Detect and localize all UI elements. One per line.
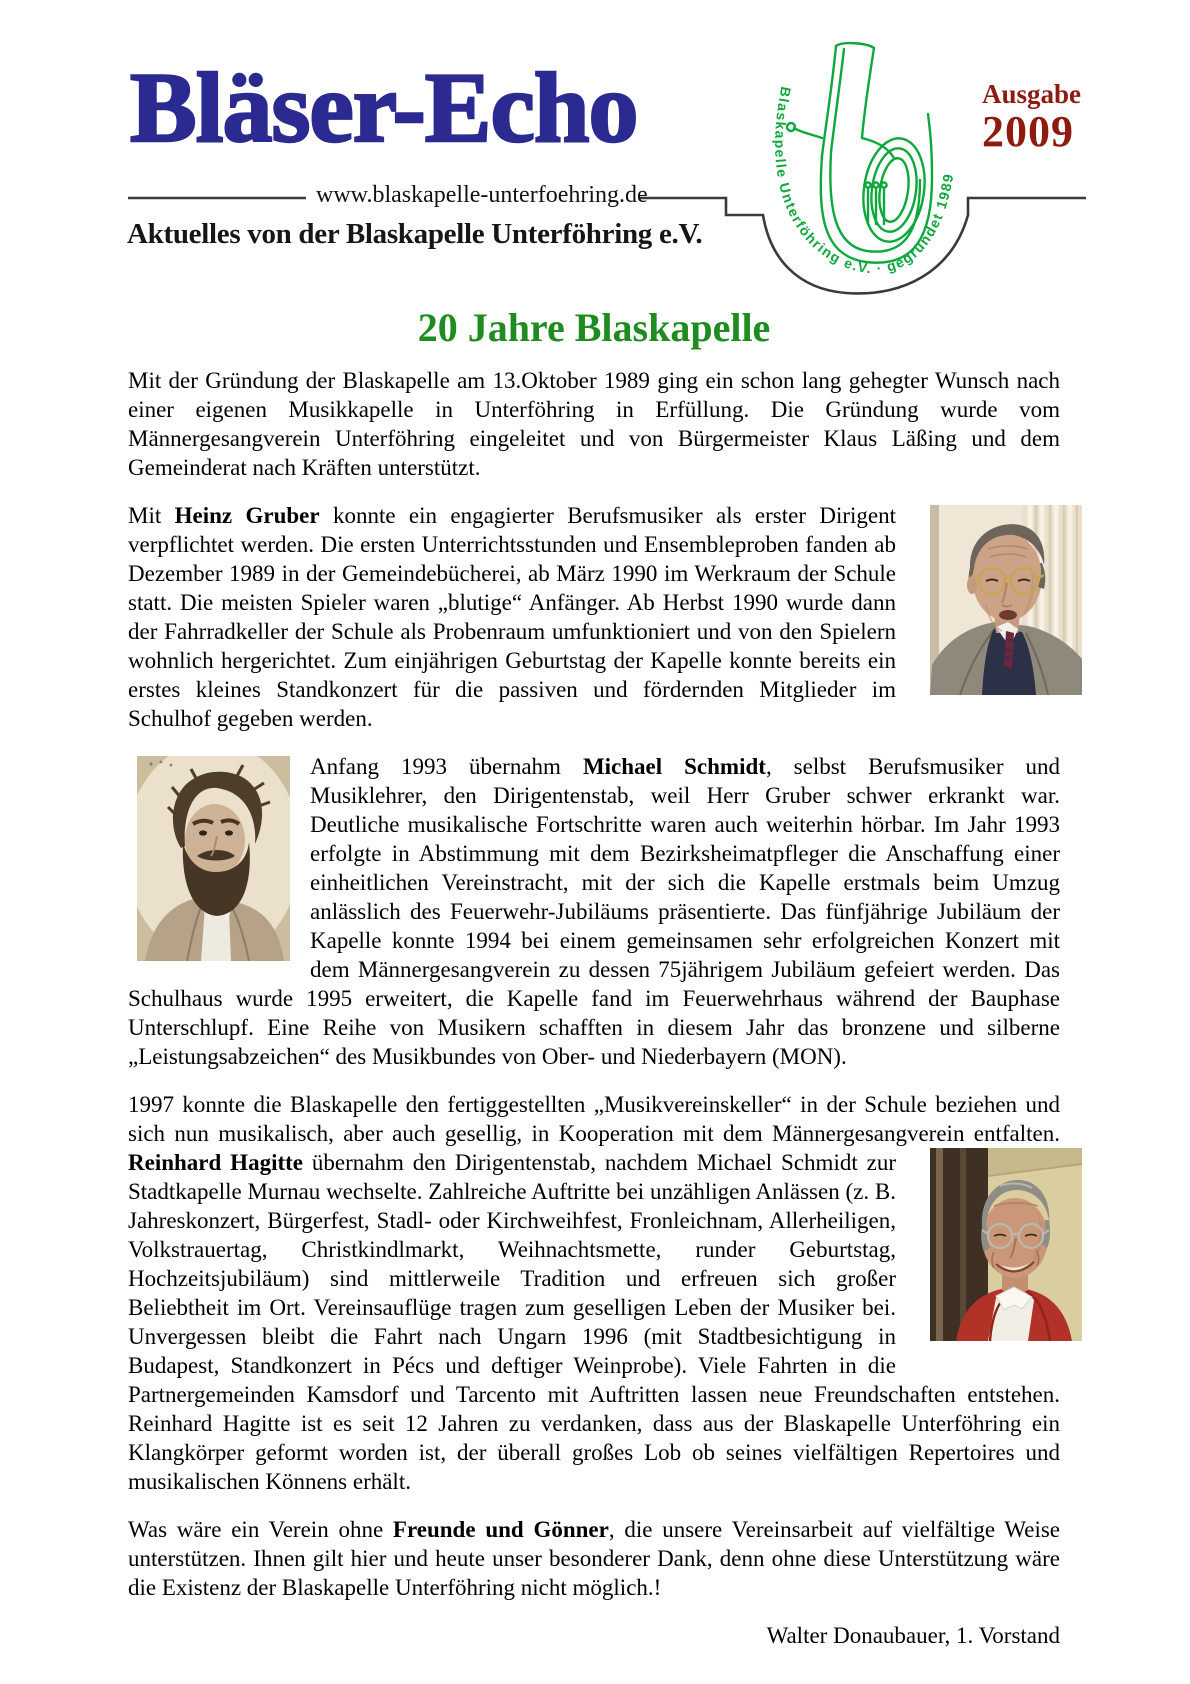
tuba-icon bbox=[748, 38, 986, 294]
article-headline: 20 Jahre Blaskapelle bbox=[417, 305, 771, 350]
issue-year: 2009 bbox=[982, 107, 1074, 156]
photo-heinz-gruber bbox=[930, 505, 1082, 695]
paragraph-heinz-gruber-text: Mit Heinz Gruber konnte ein engagierter Berufsmusiker als erster Dirigent verpflichtet werden. Die ersten Unterrichtsstunden und Ensembleproben fanden ab Dezember 1989 in der Gemeindebücherei, ab März 1990 im Werkraum der Schule statt. Die meisten Spieler waren „blutige“ Anfänger. Ab Herbst 1990 wurde dann der Fahrradkeller der Schule als Probenraum umfunktioniert und von den Spielern wohnlich hergerichtet. Zum einjährigen Geburtstag der Kapelle konnte bereits ein erstes kleines Standkonzert für die passiven und fördernden Mitglieder im Schulhof gegeben werden. bbox=[128, 503, 896, 731]
portrait-reinhard-hagitte-image bbox=[930, 1148, 1082, 1341]
masthead bbox=[0, 0, 1190, 300]
paragraph-founding: Mit der Gründung der Blaskapelle am 13.Oktober 1989 ging ein schon lang gehegter Wunsch nach einer eigenen Musikkapelle in Unterföhring in Erfüllung. Die Gründung wurde vom Männergesangverein Unterföhring eingeleitet und von Bürgermeister Klaus Läßing und dem Gemeinderat nach Kräften unterstützt. bbox=[128, 368, 1060, 480]
signature: Walter Donaubauer, 1. Vorstand bbox=[766, 1623, 1060, 1648]
paragraph-freunde-goenner: Was wäre ein Verein ohne Freunde und Gönner, die unsere Vereinsarbeit auf vielfältige Weise unterstützen. Ihnen gilt hier und heute unser besonderer Dank, denn ohne diese Unterstützung wäre die Existenz der Blaskapelle Unterföhring nicht möglich.! bbox=[128, 1517, 1060, 1600]
photo-michael-schmidt bbox=[137, 756, 290, 961]
portrait-michael-schmidt-image bbox=[137, 756, 290, 961]
article bbox=[128, 306, 1060, 1650]
paragraph-reinhard-hagitte bbox=[128, 1090, 1060, 1496]
photo-reinhard-hagitte bbox=[930, 1148, 1082, 1341]
issue-label: Ausgabe bbox=[982, 79, 1082, 109]
club-logo bbox=[748, 38, 986, 299]
paragraph-reinhard-hagitte-text: 1997 konnte die Blaskapelle den fertiggestellten „Musikvereinskeller“ in der Schule beziehen und sich nun musikalisch, aber auch gesellig, in Kooperation mit dem Männergesangverein entfalten. Reinhard Hagitte übernahm den Dirigentenstab, nachdem Michael Schmidt zur Stadtkapelle Murnau wechselte. Zahlreiche Auftritte bei unzähligen Anlässen (z. B. Jahreskonzert, Bürgerfest, Stadl- oder Kirchweihfest, Fronleichnam, Allerheiligen, Volkstrauertag, Christkindlmarkt, Weihnachtsmette, runder Geburtstag, Hochzeitsjubiläum) sind mittlerweile Tradition und erfreuen sich großer Beliebtheit im Ort. Vereinsauflüge tragen zum geselligen Leben der Musiker bei. Unvergessen bleibt die Fahrt nach Ungarn 1996 (mit Stadtbesichtigung in Budapest, Standkonzert in Pécs und deftiger Weinprobe). Viele Fahrten in die Partnergemeinden Kamsdorf und Tarcento mit Auftritten lassen neue Freundschaften entstehen. Reinhard Hagitte ist es seit 12 Jahren zu verdanken, dass aus der Blaskapelle Unterföhring ein Klangkörper geformt worden ist, der überall großes Lob ob seines vielfältigen Repertoires und musikalischen Könnens erhält. bbox=[128, 1092, 1060, 1494]
paragraph-michael-schmidt-text: Anfang 1993 übernahm Michael Schmidt, selbst Berufsmusiker und Musiklehrer, den Dirigentenstab, weil Herr Gruber schwer erkrankt war. Deutliche musikalische Fortschritte waren auch weiterhin hörbar. Im Jahr 1993 erfolgte in Abstimmung mit dem Bezirksheimatpfleger die Anschaffung einer einheitlichen Vereinstracht, mit der sich die Kapelle erstmals beim Umzug anlässlich des Feuerwehr-Jubiläums präsentierte. Das fünfjährige Jubiläum der Kapelle konnte 1994 bei einem gemeinsamen sehr erfolgreichen Konzert mit dem Männergesangverein zu dessen 75jährigem Jubiläum gefeiert werden. Das Schulhaus wurde 1995 erweitert, die Kapelle fand im Feuerwehrhaus während der Bauphase Unterschlupf. Eine Reihe von Musikern schafften in diesem Jahr das bronzene und silberne „Leistungsabzeichen“ des Musikbundes von Ober- und Niederbayern (MON). bbox=[128, 754, 1060, 1069]
paragraph-michael-schmidt bbox=[128, 752, 1060, 1071]
logo-ring-text: Blaskapelle Unterföhring e.V. · gegründet 1989 bbox=[772, 85, 957, 277]
website-url: www.blaskapelle-unterfoehring.de bbox=[316, 182, 648, 208]
issue-box bbox=[982, 80, 1081, 154]
portrait-heinz-gruber-image bbox=[930, 505, 1082, 695]
paragraph-heinz-gruber bbox=[128, 501, 1060, 733]
newsletter-title: Bläser-Echo bbox=[130, 52, 638, 163]
masthead-subtitle: Aktuelles von der Blaskapelle Unterföhring e.V. bbox=[127, 218, 703, 250]
